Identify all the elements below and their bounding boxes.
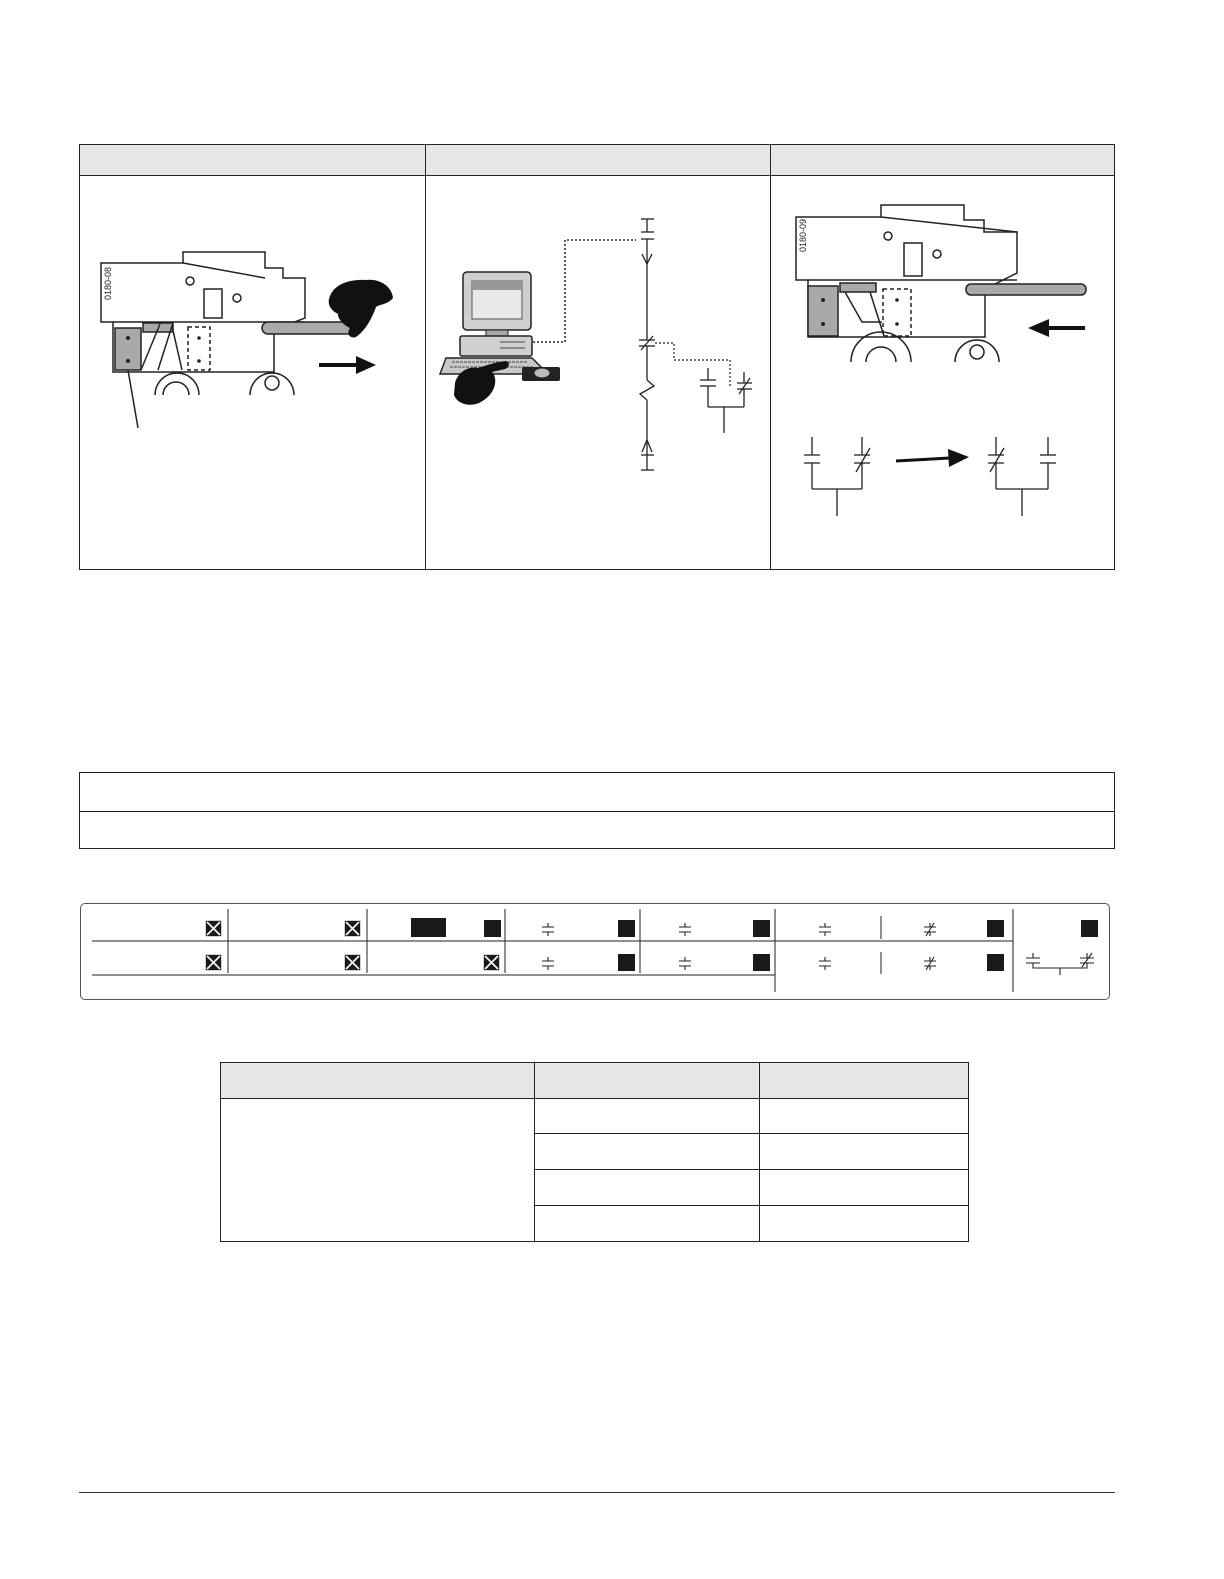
filled-box-icon	[411, 918, 1098, 971]
arrow-right-icon	[896, 449, 969, 467]
contact-symbol-icon	[639, 219, 655, 470]
info-table	[79, 772, 1115, 849]
bottom-table-grid	[220, 1062, 969, 1242]
breaker-truck-icon	[101, 252, 354, 428]
info-table-row-divider	[80, 811, 1114, 812]
crossed-box-icon	[205, 920, 500, 971]
left-panel-code: 0180-08	[103, 266, 113, 300]
signal-link	[533, 240, 636, 342]
signal-link	[655, 343, 730, 388]
status-indicator-graphics	[80, 903, 1110, 1000]
footer-rule	[79, 1492, 1115, 1493]
contact-symbol-icon	[804, 437, 1056, 516]
right-panel-code: 0180-09	[798, 218, 808, 252]
breaker-truck-icon	[796, 205, 1086, 362]
contact-symbol-icon	[700, 368, 752, 433]
arrow-right-icon	[319, 356, 376, 374]
arrow-left-icon	[1028, 319, 1085, 337]
